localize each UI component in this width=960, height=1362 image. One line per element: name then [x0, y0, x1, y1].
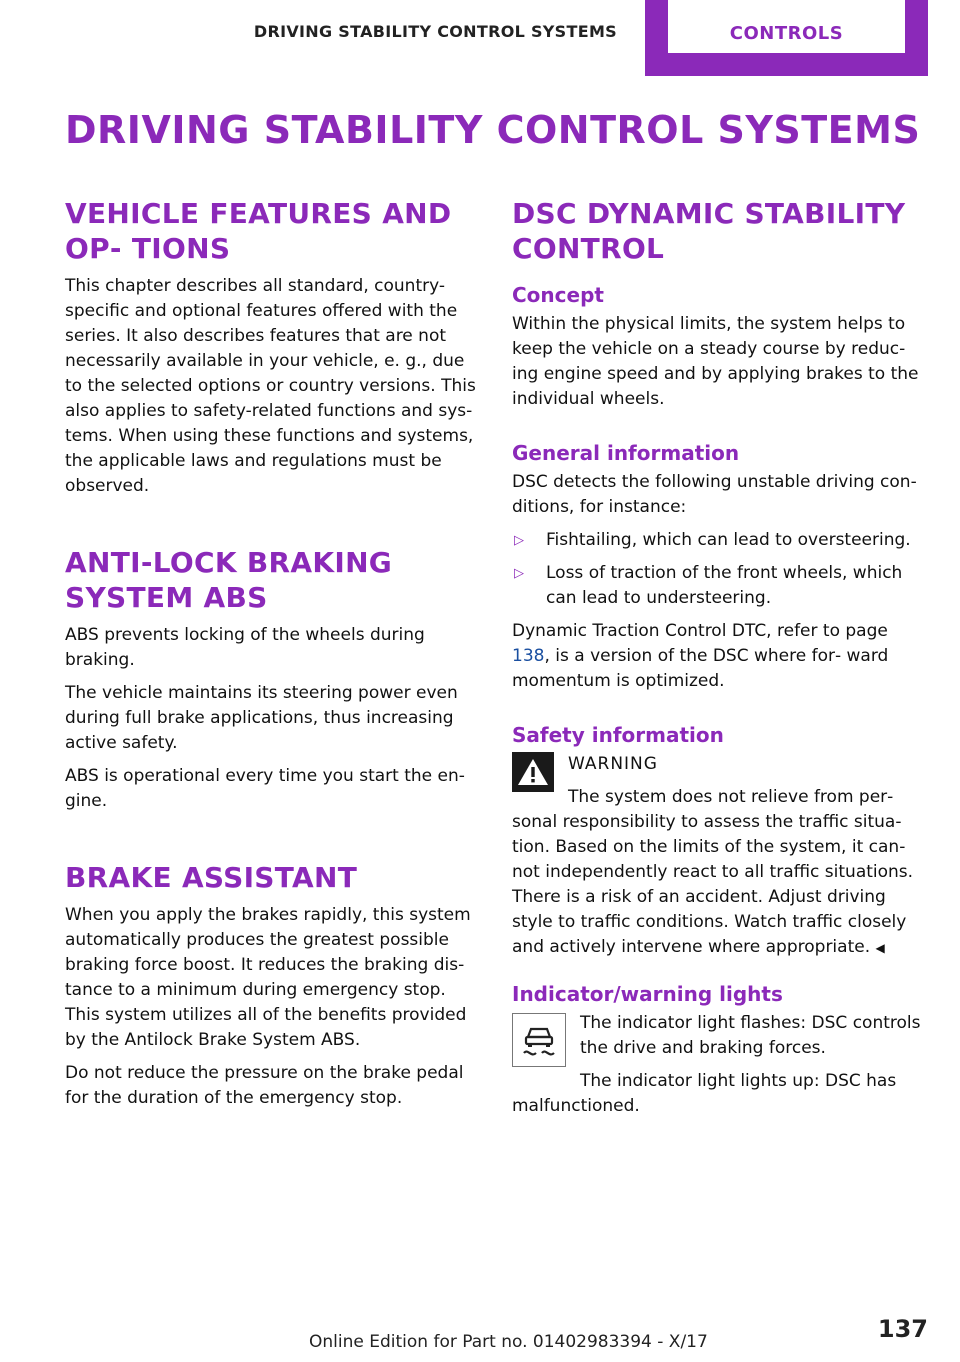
page-title: DRIVING STABILITY CONTROL SYSTEMS	[65, 108, 921, 152]
triangle-bullet-icon: ▷	[514, 533, 524, 548]
indicator-block	[512, 1011, 930, 1119]
heading-indicator-lights: Indicator/warning lights	[512, 982, 783, 1006]
general-paragraph-2: Dynamic Traction Control DTC, refer to page 138, is a version of the DSC where for‐ ward momentum is optimized.	[512, 621, 889, 691]
indicator-paragraph-2: The indicator light lights up: DSC has malfunctioned.	[512, 1071, 897, 1116]
brake-assistant-paragraph-2: Do not reduce the pressure on the brake pedal for the duration of the emergency stop.	[65, 1063, 464, 1108]
abs-paragraph-3: ABS is operational every time you start the en‐ gine.	[65, 766, 465, 811]
triangle-bullet-icon: ▷	[514, 566, 524, 581]
warning-title: WARNING	[568, 754, 658, 774]
list-item	[512, 528, 930, 553]
page-number: 137	[877, 1315, 928, 1343]
page-link-138[interactable]: 138	[512, 646, 545, 666]
list-item-text: Fishtailing, which can lead to oversteering.	[546, 530, 911, 550]
header-tab-controls: CONTROLS	[668, 0, 905, 53]
general-paragraph-1: DSC detects the following unstable driving con‐ ditions, for instance:	[512, 472, 917, 517]
warning-text: The system does not relieve from per‐ sonal responsibility to assess the traffic situa‐ tion. Based on the limits of the system, it can‐ not independently react to all traffic situations. There is a risk of an accident. Adjust driving style to traffic conditions. Watch traffic closely and actively intervene where appropriate.	[512, 787, 914, 957]
heading-concept: Concept	[512, 283, 604, 307]
warning-block	[512, 752, 930, 961]
heading-dsc: DSC DYNAMIC STABILITY CONTROL	[512, 197, 906, 265]
end-mark-icon: ◀	[875, 941, 885, 955]
vehicle-features-paragraph: This chapter describes all standard, country-specific and optional features offered with the series. It also describes features that are not necessarily available in your vehicle, e. g., due to the selected options or country versions. This also applies to safety-related functions and sys‐ tems. When using these functions and systems, the applicable laws and regulations must be observed.	[65, 276, 476, 496]
header-section-title: DRIVING STABILITY CONTROL SYSTEMS	[253, 22, 617, 41]
warning-triangle-icon	[512, 752, 554, 792]
list-item	[512, 561, 930, 611]
heading-brake-assistant: BRAKE ASSISTANT	[65, 861, 358, 894]
indicator-paragraph-1: The indicator light flashes: DSC controls the drive and braking forces.	[580, 1013, 921, 1058]
abs-paragraph-1: ABS prevents locking of the wheels during braking.	[65, 625, 425, 670]
abs-paragraph-2: The vehicle maintains its steering power even during full brake applications, thus increasing active safety.	[65, 683, 458, 753]
condition-list	[512, 528, 930, 611]
right-column	[512, 196, 930, 1127]
brake-assistant-paragraph-1: When you apply the brakes rapidly, this system automatically produces the greatest possible braking force boost. It reduces the braking dis‐ tance to a minimum during emergency stop. This system utilizes all of the benefits provided by the Antilock Brake System ABS.	[65, 905, 471, 1050]
footer-edition-text: Online Edition for Part no. 01402983394 - X/17	[309, 1332, 708, 1352]
heading-safety-information: Safety information	[512, 723, 724, 747]
heading-general-information: General information	[512, 441, 740, 465]
heading-vehicle-features: VEHICLE FEATURES AND OP‐ TIONS	[65, 197, 452, 265]
heading-abs: ANTI-LOCK BRAKING SYSTEM ABS	[65, 546, 393, 614]
left-column	[65, 196, 480, 1119]
list-item-text: Loss of traction of the front wheels, which can lead to understeering.	[546, 563, 903, 608]
concept-paragraph: Within the physical limits, the system helps to keep the vehicle on a steady course by reduc‐ ing engine speed and by applying brakes to the individual wheels.	[512, 314, 919, 409]
dsc-indicator-icon	[512, 1013, 566, 1067]
